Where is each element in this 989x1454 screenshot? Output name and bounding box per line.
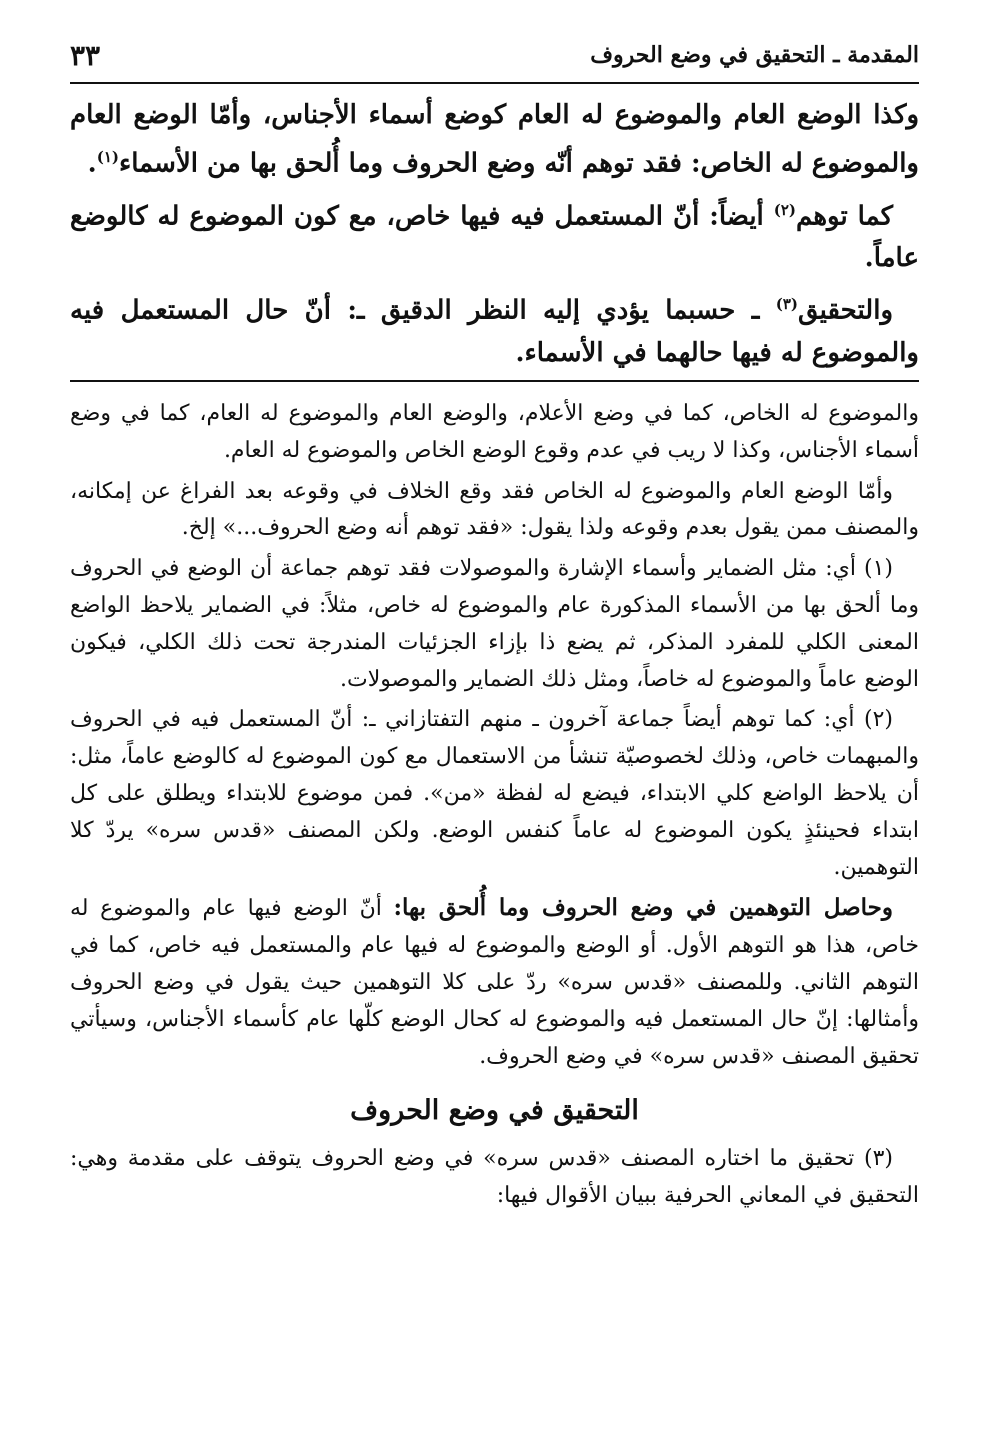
footnote-ref-3: (٣) (775, 295, 798, 314)
header-title: المقدمة ـ التحقيق في وضع الحروف (590, 42, 919, 68)
main-p1-end: . (87, 148, 97, 179)
main-paragraph-1 (70, 94, 919, 185)
main-paragraph-3 (70, 283, 919, 374)
header-rule (70, 82, 919, 84)
page-number: ٣٣ (70, 38, 101, 72)
main-p2-a: كما توهم (796, 201, 893, 232)
summary-lead: وحاصل التوهمين في وضع الحروف وما أُلحق بها: (393, 894, 894, 922)
note-continuation: والموضوع له الخاص، كما في وضع الأعلام، والوضع العام والموضوع له العام، كما في وضع أسماء الأجناس، وكذا لا ريب في عدم وقوع الوضع الخاص والموضوع له العام. (70, 401, 919, 463)
main-p3-b: ـ حسبما يؤدي إليه النظر الدقيق ـ: أنّ حال المستعمل فيه والموضوع له فيها حالهما في الأسماء. (70, 295, 919, 368)
footnotes (70, 396, 919, 1219)
summary-paragraph (70, 890, 919, 1075)
running-header (70, 30, 919, 80)
footnote-separator (70, 380, 919, 382)
main-p2-b: أيضاً: أنّ المستعمل فيه فيها خاص، مع كون الموضوع له كالوضع عاماً. (70, 201, 919, 274)
section-heading: التحقيق في وضع الحروف (350, 1095, 639, 1127)
footnote-ref-2: (٢) (773, 200, 797, 219)
main-text (70, 94, 919, 378)
main-paragraph-2 (70, 189, 919, 280)
main-p3-a: والتحقيق (797, 295, 893, 326)
footnote-ref-1: (١) (96, 148, 119, 166)
summary-rest: أنّ الوضع فيها عام والموضوع له خاص، هذا هو التوهم الأول. أو الوضع والموضوع له فيها عام والمستعمل فيه خاص، كما في التوهم الثاني. وللمصنف «قدس سره» ردّ على كلا التوهمين حيث يقول في وضع الحروف وأمثالها: إنّ حال المستعمل فيه والموضوع له كحال الوضع كلّها عام كأسماء الأجناس، وسيأتي تحقيق المصنف «قدس سره» في وضع الحروف. (70, 896, 919, 1069)
note-continuation-2: وأمّا الوضع العام والموضوع له الخاص فقد وقع الخلاف في وقوعه بعد الفراغ عن إمكانه، والمصنف ممن يقول بعدم وقوعه ولذا يقول: «فقد توهم أنه وضع الحروف...» إلخ. (70, 478, 919, 541)
main-p1-text: وكذا الوضع العام والموضوع له العام كوضع أسماء الأجناس، وأمّا الوضع العام والموضوع له الخاص: فقد توهم أنّه وضع الحروف وما أُلحق بها من الأسماء (70, 100, 919, 179)
footnote-3: (٣) تحقيق ما اختاره المصنف «قدس سره» في وضع الحروف يتوقف على مقدمة وهي: التحقيق في المعاني الحرفية ببيان الأقوال فيها: (70, 1146, 919, 1209)
footnote-2: (٢) أي: كما توهم أيضاً جماعة آخرون ـ منهم التفتازاني ـ: أنّ المستعمل فيه في الحروف والمبهمات خاص، وذلك لخصوصيّة تنشأ من الاستعمال مع كون الموضوع له كالوضع عاماً، مثل: أن يلاحظ الواضع كلي الابتداء، فيضع له لفظة «من». فمن موضوع للابتداء ويطلق على كل ابتداء فحينئذٍ يكون الموضوع له عاماً كنفس الوضع. ولكن المصنف «قدس سره» يردّ كلا التوهمين. (70, 707, 919, 880)
footnote-1: (١) أي: مثل الضماير وأسماء الإشارة والموصولات فقد توهم جماعة أن الوضع في الحروف وما ألحق بها من الأسماء المذكورة عام والموضوع له خاص، مثلاً: في الضماير يلاحظ الواضع المعنى الكلي للمفرد المذكر، ثم يضع ذا بإزاء الجزئيات المندرجة تحت ذلك الكلي، فيكون الوضع عاماً والموضوع له خاصاً، ومثل ذلك الضماير والموصولات. (70, 556, 919, 692)
